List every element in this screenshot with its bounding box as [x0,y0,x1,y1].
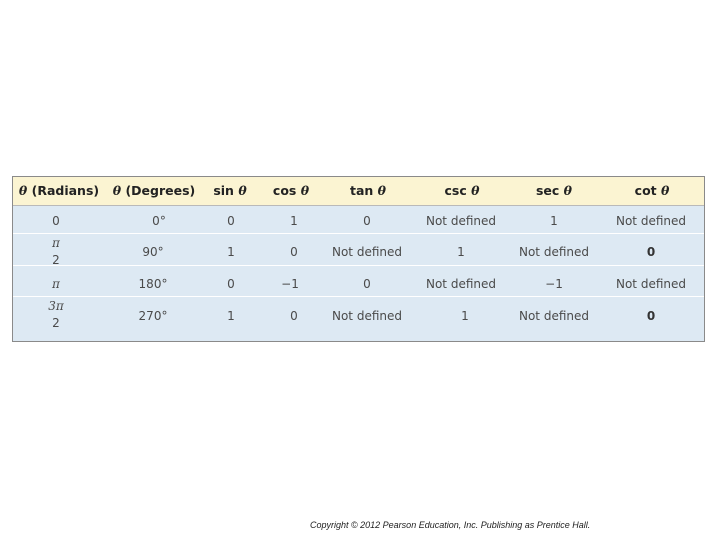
header-degrees: θ (Degrees) [112,182,196,198]
fraction-denominator: 2 [52,316,60,330]
cell-tan-row4: Not defined [331,309,403,323]
cell-rad-row3: π [52,277,60,291]
cell-sec-row4: Not defined [518,309,590,323]
cell-deg-row2: 90° [142,245,164,259]
cell-sin-row1: 0 [227,214,235,228]
cell-sin-row2: 1 [227,245,235,259]
cell-cos-row1: 1 [290,214,298,228]
cell-cot-row3: Not defined [615,277,687,291]
cell-csc-row3: Not defined [425,277,497,291]
table-header-row [13,177,704,206]
cell-tan-row1: 0 [363,214,371,228]
header-csc: csc θ [444,182,480,198]
cell-deg-row4: 270° [138,309,168,323]
header-cos: cos θ [272,182,310,198]
header-radians: θ (Radians) [18,182,100,198]
cell-cot-row4: 0 [646,309,656,323]
header-cot: cot θ [634,182,670,198]
header-sin: sin θ [213,182,247,198]
cell-sin-row4: 1 [227,309,235,323]
cell-csc-row1: Not defined [425,214,497,228]
fraction-numerator: π [52,236,60,250]
cell-rad-row1: 0 [52,214,60,228]
row-separator [13,296,704,297]
cell-cot-row2: 0 [646,245,656,259]
cell-rad-row4 [48,300,64,329]
cell-tan-row3: 0 [363,277,371,291]
cell-csc-row2: 1 [457,245,465,259]
header-tan: tan θ [349,182,387,198]
trig-values-table [12,176,705,342]
cell-csc-row4: 1 [461,309,469,323]
row-separator [13,233,704,234]
cell-sec-row1: 1 [550,214,558,228]
cell-deg-row1: 0° [152,214,166,228]
row-separator [13,265,704,266]
cell-cos-row4: 0 [290,309,298,323]
cell-deg-row3: 180° [138,277,168,291]
cell-cos-row3: −1 [281,277,299,291]
header-sec: sec θ [535,182,573,198]
cell-tan-row2: Not defined [331,245,403,259]
cell-rad-row2 [52,237,60,266]
fraction-numerator: 3π [48,299,64,313]
cell-cos-row2: 0 [290,245,298,259]
cell-cot-row1: Not defined [615,214,687,228]
copyright-notice: Copyright © 2012 Pearson Education, Inc. Publishing as Prentice Hall. [310,520,591,530]
cell-sec-row3: −1 [545,277,563,291]
cell-sec-row2: Not defined [518,245,590,259]
cell-sin-row3: 0 [227,277,235,291]
fraction-denominator: 2 [52,253,60,267]
